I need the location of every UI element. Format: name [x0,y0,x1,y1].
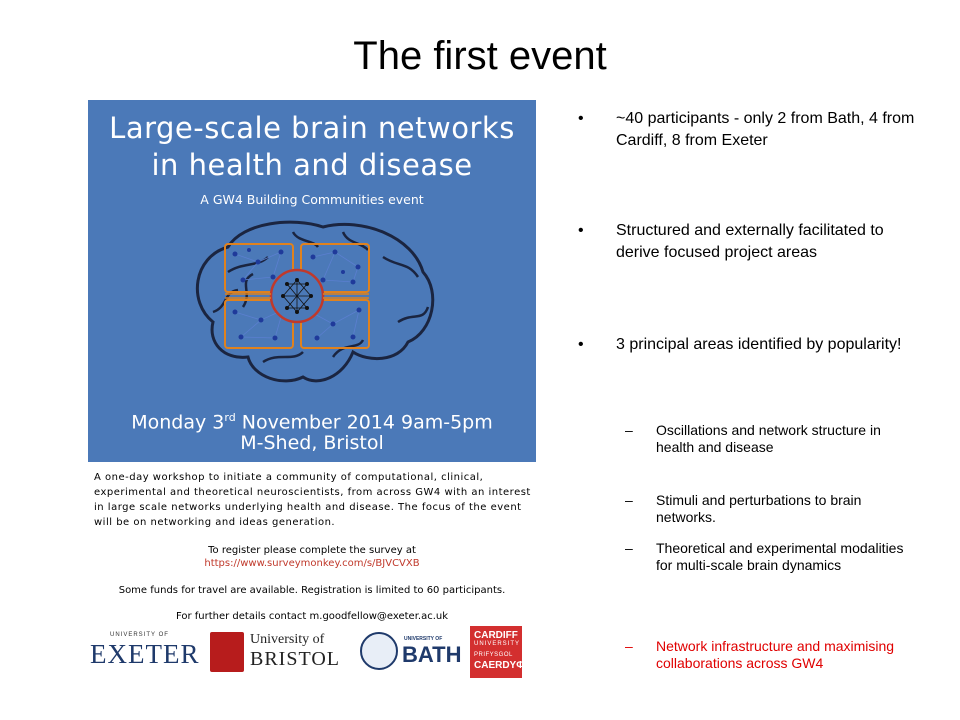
poster-subtitle: A GW4 Building Communities event [200,192,424,207]
sub-bullet-marker: – [625,540,633,556]
sub-bullet-text: Network infrastructure and maximising collaborations across GW4 [656,638,895,671]
brain-network-illustration [183,212,443,397]
partner-logos [88,622,536,680]
register-text: To register please complete the survey at [208,545,416,556]
bath-logo-name: BATH [402,642,462,667]
bullet-text: ~40 participants - only 2 from Bath, 4 from Cardiff, 8 from Exeter [616,110,915,149]
sub-bullet-text: Oscillations and network structure in health and disease [656,422,881,455]
contact-text: For further details contact m.goodfellow@exeter.ac.uk [175,611,449,622]
poster-venue: M-Shed, Bristol [240,432,384,454]
poster-title-line2: in health and disease [151,148,473,182]
exeter-logo [90,632,200,676]
bullet-marker: • [578,336,584,353]
bullet-marker: • [578,222,584,239]
bristol-logo [210,628,338,676]
cardiff-logo-line1: CARDIFF [474,630,518,641]
exeter-logo-name: EXETER [90,639,200,669]
funds-text: Some funds for travel are available. Registration is limited to 60 participants. [118,585,506,596]
sub-bullet-marker: – [625,638,633,654]
cardiff-logo-line4: CAERDYΦ [474,660,525,671]
bath-logo [360,628,462,676]
slide-title: The first event [353,34,607,78]
register-link[interactable]: https://www.surveymonkey.com/s/BJVCVXB [204,558,420,569]
bath-seal-icon [360,632,398,670]
sub-bullet-marker: – [625,492,633,508]
poster-description: A one-day workshop to initiate a community of computational, clinical, experimental and theoretical neuroscientists, from across GW4 with an interest in large scale networks underlying health and disease. The focus of the event will be on networking and ideas generation. [94,472,531,528]
sub-bullet-text: Stimuli and perturbations to brain networks. [656,492,862,525]
bullet-marker: • [578,110,584,127]
poster-date-day: Monday 3 [131,411,225,434]
sub-bullet-text: Theoretical and experimental modalities for multi-scale brain dynamics [656,540,904,573]
bristol-logo-uni: University of [250,632,325,647]
cardiff-logo-line3: PRIFYSGOL [474,652,513,658]
cardiff-logo [470,626,525,678]
bullet-text: Structured and externally facilitated to derive focused project areas [616,222,884,261]
cardiff-logo-line2: UNIVERSITY [474,641,521,647]
event-poster [88,100,536,462]
bristol-crest-icon [210,632,244,672]
poster-date-suffix: rd [224,411,236,424]
poster-date-rest: November 2014 9am-5pm [235,411,493,434]
bristol-logo-name: BRISTOL [250,648,340,670]
poster-title [88,110,536,184]
bullet-text: 3 principal areas identified by popularity! [616,336,902,353]
bath-logo-uni: UNIVERSITY OF [404,636,443,642]
exeter-logo-small: UNIVERSITY OF [110,632,169,638]
poster-details [88,462,536,700]
poster-title-line1: Large-scale brain networks [109,111,515,145]
sub-bullet-marker: – [625,422,633,438]
